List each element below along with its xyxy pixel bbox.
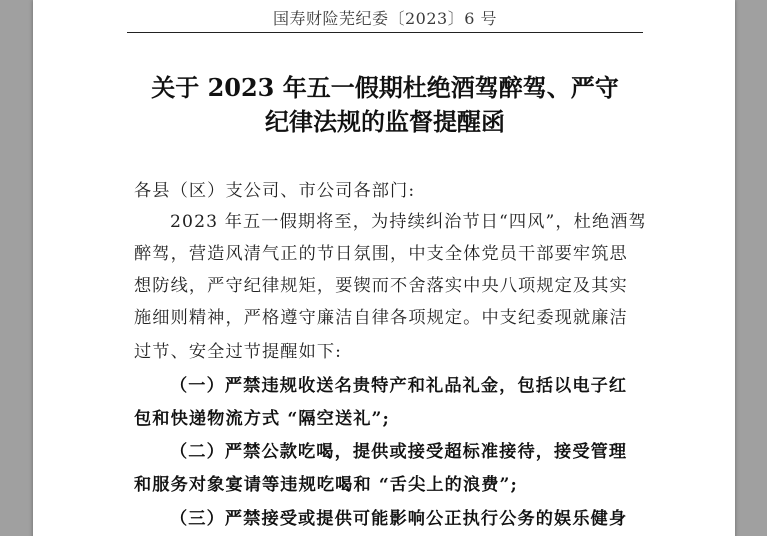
document-title-line-1: 关于 2023 年五一假期杜绝酒驾醉驾、严守 <box>151 73 619 102</box>
item-1-line-1: （一）严禁违规收送名贵特产和礼品礼金，包括以电子红 <box>170 376 628 396</box>
item-2-line-1: （二）严禁公款吃喝，提供或接受超标准接待，接受管理 <box>170 442 628 462</box>
body-line: 施细则精神，严格遵守廉洁自律各项规定。中支纪委现就廉洁 <box>134 308 628 328</box>
document-title-line-2: 纪律法规的监督提醒函 <box>265 107 505 136</box>
header-divider <box>127 32 643 33</box>
body-line: 过节、安全过节提醒如下: <box>134 342 343 362</box>
body-line: 想防线，严守纪律规矩，要锲而不舍落实中央八项规定及其实 <box>134 276 628 296</box>
body-line: 醉驾，营造风清气正的节日氛围，中支全体党员干部要牢筑思 <box>134 244 628 264</box>
item-3-line-1: （三）严禁接受或提供可能影响公正执行公务的娱乐健身 <box>170 509 628 529</box>
body-line: 2023 年五一假期将至，为持续纠治节日“四风”，杜绝酒驾 <box>170 212 647 232</box>
item-1-line-2: 包和快递物流方式 “隔空送礼”; <box>134 409 390 429</box>
document-page <box>33 0 735 536</box>
addressee: 各县（区）支公司、市公司各部门: <box>134 181 416 201</box>
item-2-line-2: 和服务对象宴请等违规吃喝和 “舌尖上的浪费”; <box>134 475 518 495</box>
document-number: 国寿财险芜纪委〔2023〕6 号 <box>273 9 497 28</box>
